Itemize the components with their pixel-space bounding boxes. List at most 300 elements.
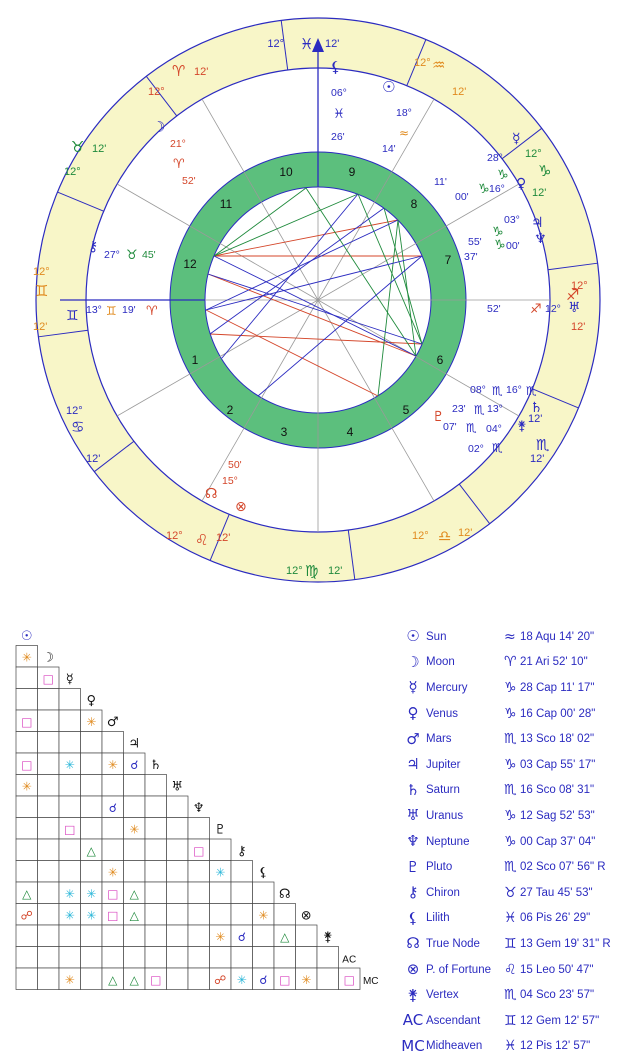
aspect-symbol-icon: ✳: [237, 973, 247, 987]
planet-position-value: 16 Sco 08' 31": [520, 784, 594, 796]
svg-text:00': 00': [455, 191, 469, 203]
aspect-cell[interactable]: [59, 732, 81, 754]
aspect-cell[interactable]: [16, 947, 38, 969]
sign-glyph-icon: ♓: [504, 910, 520, 926]
aspect-grid-row-label: ⚷: [237, 844, 247, 859]
svg-text:5: 5: [403, 403, 410, 417]
aspect-cell[interactable]: [188, 947, 210, 969]
svg-text:♐: ♐: [530, 302, 542, 317]
planet-position-value: 18 Aqu 14' 20": [520, 631, 594, 643]
aspect-cell[interactable]: [145, 861, 167, 883]
aspect-symbol-icon: □: [193, 844, 204, 858]
aspect-cell[interactable]: [38, 947, 60, 969]
svg-text:12': 12': [528, 413, 542, 425]
svg-text:12': 12': [92, 143, 106, 155]
aspect-cell[interactable]: [188, 882, 210, 904]
svg-text:⚸: ⚸: [330, 58, 341, 76]
aspect-cell[interactable]: [210, 947, 232, 969]
aspect-cell[interactable]: [81, 796, 103, 818]
aspect-symbol-icon: △: [130, 973, 140, 987]
aspect-cell[interactable]: [59, 796, 81, 818]
aspect-cell[interactable]: [81, 925, 103, 947]
aspect-cell[interactable]: [231, 882, 253, 904]
planet-glyph-icon: ♃: [400, 757, 426, 772]
svg-text:≈: ≈: [399, 126, 409, 140]
svg-text:16°: 16°: [506, 384, 522, 396]
planet-name: P. of Fortune: [426, 964, 504, 976]
aspect-symbol-icon: □: [107, 908, 118, 922]
sign-glyph-icon: ♏: [504, 987, 520, 1003]
svg-text:12': 12': [86, 453, 100, 465]
svg-text:55': 55': [468, 236, 482, 248]
aspect-cell[interactable]: [124, 839, 146, 861]
svg-text:12°: 12°: [545, 303, 561, 315]
sign-glyph-icon: ♊: [504, 936, 520, 952]
planet-glyph-icon: ☽: [400, 655, 426, 670]
aspect-symbol-icon: △: [108, 973, 118, 987]
svg-text:11': 11': [434, 176, 447, 188]
aspect-symbol-icon: ✳: [86, 908, 96, 922]
aspect-symbol-icon: △: [22, 887, 32, 901]
aspect-symbol-icon: □: [43, 672, 54, 686]
svg-text:28°: 28°: [487, 152, 503, 164]
aspect-cell[interactable]: [81, 947, 103, 969]
planet-glyph-icon: AC: [400, 1013, 426, 1028]
svg-text:☉: ☉: [382, 78, 395, 96]
svg-text:⚷: ⚷: [88, 239, 98, 255]
aspect-symbol-icon: □: [344, 973, 355, 987]
aspect-symbol-icon: ✳: [65, 908, 75, 922]
aspect-cell[interactable]: [188, 904, 210, 926]
aspect-symbol-icon: ✳: [65, 887, 75, 901]
planet-position-value: 13 Sco 18' 02": [520, 733, 594, 745]
planet-glyph-icon: ♂: [400, 732, 426, 747]
svg-text:♊: ♊: [35, 282, 48, 300]
aspect-cell[interactable]: [210, 904, 232, 926]
position-row: [400, 829, 635, 855]
aspect-cell[interactable]: [38, 775, 60, 797]
svg-text:10: 10: [279, 165, 293, 179]
svg-text:♏: ♏: [474, 403, 485, 417]
svg-text:12': 12': [33, 321, 47, 333]
planet-position-value: 12 Pis 12' 57": [520, 1040, 590, 1052]
aspect-cell[interactable]: [188, 968, 210, 990]
aspect-cell[interactable]: [145, 796, 167, 818]
planet-name: Midheaven: [426, 1040, 504, 1052]
planet-glyph-icon: ⚸: [400, 911, 426, 926]
svg-text:♇: ♇: [432, 409, 445, 425]
svg-text:04°: 04°: [486, 423, 502, 435]
aspect-cell[interactable]: [253, 947, 275, 969]
aspect-symbol-icon: △: [280, 930, 290, 944]
aspect-cell[interactable]: [38, 904, 60, 926]
aspect-cell[interactable]: [81, 861, 103, 883]
aspect-cell[interactable]: [102, 775, 124, 797]
planet-name: Pluto: [426, 861, 504, 873]
svg-text:♓: ♓: [300, 35, 313, 53]
svg-text:12°: 12°: [525, 148, 542, 160]
svg-text:♀: ♀: [516, 176, 526, 192]
aspect-cell[interactable]: [253, 882, 275, 904]
svg-text:13°: 13°: [487, 403, 503, 415]
svg-text:⚵: ⚵: [517, 419, 527, 434]
position-row: [400, 1008, 635, 1034]
position-row: [400, 675, 635, 701]
svg-text:♉: ♉: [126, 248, 138, 263]
planet-glyph-icon: ♀: [400, 706, 426, 721]
position-row: [400, 752, 635, 778]
svg-text:50': 50': [228, 459, 242, 471]
svg-text:45': 45': [142, 249, 156, 261]
aspect-symbol-icon: ☌: [109, 801, 117, 815]
planet-position-value: 03 Cap 55' 17": [520, 759, 595, 771]
svg-text:02°: 02°: [468, 443, 484, 455]
aspect-symbol-icon: □: [150, 973, 161, 987]
aspect-cell[interactable]: [59, 689, 81, 711]
position-row: [400, 982, 635, 1008]
svg-text:08°: 08°: [470, 384, 486, 396]
aspect-cell[interactable]: [102, 925, 124, 947]
aspect-cell[interactable]: [81, 753, 103, 775]
aspect-symbol-icon: □: [279, 973, 290, 987]
aspect-cell[interactable]: [296, 925, 318, 947]
planet-position-value: 28 Cap 11' 17": [520, 682, 594, 694]
aspect-cell[interactable]: [38, 732, 60, 754]
aspect-cell[interactable]: [253, 925, 275, 947]
aspect-symbol-icon: □: [21, 758, 32, 772]
svg-text:♏: ♏: [492, 441, 503, 455]
aspect-cell[interactable]: [210, 839, 232, 861]
aspect-grid-row-label: ♃: [128, 736, 140, 751]
aspect-symbol-icon: ✳: [65, 973, 75, 987]
aspect-symbol-icon: □: [21, 715, 32, 729]
svg-text:37': 37': [464, 251, 478, 263]
aspect-cell[interactable]: [145, 818, 167, 840]
svg-text:12°: 12°: [64, 166, 81, 178]
svg-text:♒: ♒: [432, 56, 445, 74]
aspect-cell[interactable]: [167, 968, 189, 990]
svg-text:06°: 06°: [331, 87, 347, 99]
aspect-symbol-icon: ✳: [86, 887, 96, 901]
planet-glyph-icon: ⊗: [400, 962, 426, 977]
planet-position-value: 13 Gem 19' 31" R: [520, 938, 611, 950]
aspect-cell[interactable]: [167, 839, 189, 861]
svg-text:15°: 15°: [222, 475, 238, 487]
svg-text:00': 00': [506, 240, 520, 252]
sign-glyph-icon: ♌: [504, 962, 520, 978]
aspect-grid-row-label: ☽: [42, 650, 54, 665]
planet-position-value: 12 Gem 12' 57": [520, 1015, 599, 1027]
svg-text:12': 12': [532, 187, 546, 199]
sign-glyph-icon: ♑: [504, 680, 520, 696]
planet-name: Lilith: [426, 912, 504, 924]
svg-text:♑: ♑: [494, 238, 506, 253]
planet-glyph-icon: ☊: [400, 936, 426, 951]
aspect-cell[interactable]: [16, 818, 38, 840]
aspect-symbol-icon: ✳: [65, 758, 75, 772]
svg-text:4: 4: [347, 425, 354, 439]
aspect-cell[interactable]: [317, 947, 339, 969]
sign-glyph-icon: ♑: [504, 808, 520, 824]
aspect-cell[interactable]: [102, 839, 124, 861]
aspect-grid-row-label: ☿: [66, 672, 74, 687]
aspect-cell[interactable]: [317, 968, 339, 990]
planet-position-value: 04 Sco 23' 57": [520, 989, 594, 1001]
aspect-cell[interactable]: [167, 861, 189, 883]
svg-text:☽: ☽: [152, 118, 165, 136]
aspect-cell[interactable]: [16, 839, 38, 861]
svg-text:23': 23': [452, 403, 466, 415]
aspect-symbol-icon: ✳: [301, 973, 311, 987]
aspect-grid-row-label: MC: [363, 976, 379, 987]
aspect-cell[interactable]: [124, 861, 146, 883]
sign-glyph-icon: ♓: [504, 1038, 520, 1054]
aspect-symbol-icon: □: [64, 822, 75, 836]
aspect-cell[interactable]: [38, 710, 60, 732]
svg-text:12': 12': [325, 38, 339, 50]
aspect-cell[interactable]: [145, 775, 167, 797]
aspect-symbol-icon: ☍: [214, 973, 226, 987]
aspect-cell[interactable]: [188, 818, 210, 840]
svg-text:♉: ♉: [71, 138, 84, 156]
sign-glyph-icon: ♈: [504, 654, 520, 670]
position-row: [400, 880, 635, 906]
aspect-cell[interactable]: [59, 839, 81, 861]
position-row: [400, 931, 635, 957]
aspect-cell[interactable]: [16, 925, 38, 947]
aspect-cell[interactable]: [274, 947, 296, 969]
svg-text:21°: 21°: [170, 138, 186, 150]
aspect-grid-row-label: ♂: [107, 715, 119, 730]
svg-text:12°: 12°: [166, 530, 183, 542]
svg-text:27°: 27°: [104, 249, 120, 261]
svg-text:12°: 12°: [571, 280, 588, 292]
svg-text:14': 14': [382, 143, 396, 155]
aspect-cell[interactable]: [16, 968, 38, 990]
svg-text:6: 6: [437, 353, 444, 367]
aspect-cell[interactable]: [124, 775, 146, 797]
planet-name: Mars: [426, 733, 504, 745]
svg-text:♅: ♅: [568, 300, 581, 316]
aspect-cell[interactable]: [145, 925, 167, 947]
aspect-grid-row-label: ☊: [279, 887, 291, 902]
aspect-cell[interactable]: [81, 775, 103, 797]
aspect-grid: [14, 622, 394, 1012]
aspect-cell[interactable]: [124, 947, 146, 969]
planet-name: Saturn: [426, 784, 504, 796]
aspect-grid-row-label: ⊗: [301, 908, 312, 923]
aspect-cell[interactable]: [231, 861, 253, 883]
svg-text:12°: 12°: [66, 405, 83, 417]
position-row: [400, 803, 635, 829]
planet-glyph-icon: ⚷: [400, 885, 426, 900]
svg-text:12': 12': [452, 86, 466, 98]
aspect-grid-row-label: ♅: [171, 779, 183, 794]
aspect-cell[interactable]: [16, 732, 38, 754]
svg-text:12': 12': [571, 321, 585, 333]
aspect-cell[interactable]: [38, 861, 60, 883]
aspect-symbol-icon: □: [107, 887, 118, 901]
planet-position-value: 16 Cap 00' 28": [520, 708, 595, 720]
aspect-cell[interactable]: [38, 882, 60, 904]
position-row: [400, 701, 635, 727]
aspect-cell[interactable]: [38, 839, 60, 861]
aspect-cell[interactable]: [231, 904, 253, 926]
aspect-grid-row-label: ⚸: [258, 865, 268, 880]
svg-text:♌: ♌: [195, 531, 208, 549]
svg-text:♈: ♈: [173, 157, 185, 172]
aspect-cell[interactable]: [124, 925, 146, 947]
aspect-cell[interactable]: [167, 947, 189, 969]
planet-name: Ascendant: [426, 1015, 504, 1027]
svg-text:♋: ♋: [71, 418, 84, 436]
sign-glyph-icon: ≈: [504, 629, 520, 645]
aspect-cell[interactable]: [81, 818, 103, 840]
svg-text:♊: ♊: [106, 304, 117, 318]
aspect-symbol-icon: ✳: [258, 908, 268, 922]
aspect-cell[interactable]: [16, 689, 38, 711]
planet-glyph-icon: ♅: [400, 808, 426, 823]
aspect-cell[interactable]: [167, 818, 189, 840]
svg-text:12: 12: [183, 257, 197, 271]
svg-text:♏: ♏: [466, 421, 477, 435]
svg-text:♆: ♆: [534, 231, 547, 247]
aspect-cell[interactable]: [59, 710, 81, 732]
planet-name: Sun: [426, 631, 504, 643]
planet-name: Chiron: [426, 887, 504, 899]
svg-text:♎: ♎: [438, 527, 451, 545]
planet-name: Moon: [426, 656, 504, 668]
aspect-symbol-icon: ✳: [129, 822, 139, 836]
planet-name: Uranus: [426, 810, 504, 822]
planet-name: Venus: [426, 708, 504, 720]
aspect-cell[interactable]: [16, 796, 38, 818]
svg-text:26': 26': [331, 131, 345, 143]
planet-name: Vertex: [426, 989, 504, 1001]
aspect-cell[interactable]: [188, 925, 210, 947]
planet-name: True Node: [426, 938, 504, 950]
svg-text:♑: ♑: [538, 162, 551, 180]
svg-text:7: 7: [445, 253, 452, 267]
aspect-symbol-icon: ☍: [21, 908, 33, 922]
svg-text:♄: ♄: [530, 400, 543, 416]
aspect-symbol-icon: △: [130, 887, 140, 901]
aspect-cell[interactable]: [210, 882, 232, 904]
aspect-cell[interactable]: [102, 818, 124, 840]
planet-glyph-icon: ☿: [400, 680, 426, 695]
aspect-cell[interactable]: [38, 689, 60, 711]
aspect-cell[interactable]: [145, 882, 167, 904]
svg-text:12°: 12°: [33, 266, 50, 278]
svg-text:12': 12': [194, 66, 208, 78]
svg-text:12°: 12°: [286, 565, 303, 577]
aspect-cell[interactable]: [59, 925, 81, 947]
svg-text:♏: ♏: [492, 384, 503, 398]
svg-text:12': 12': [216, 532, 230, 544]
svg-text:12°: 12°: [267, 38, 284, 50]
aspect-cell[interactable]: [145, 839, 167, 861]
svg-text:52': 52': [487, 303, 501, 315]
planet-position-value: 15 Leo 50' 47": [520, 964, 593, 976]
svg-text:52': 52': [182, 175, 196, 187]
position-row: [400, 778, 635, 804]
aspect-cell[interactable]: [145, 947, 167, 969]
aspect-cell[interactable]: [102, 947, 124, 969]
planet-glyph-icon: ♆: [400, 834, 426, 849]
aspect-cell[interactable]: [59, 947, 81, 969]
planet-name: Mercury: [426, 682, 504, 694]
aspect-cell[interactable]: [16, 667, 38, 689]
aspect-cell[interactable]: [102, 732, 124, 754]
svg-text:19': 19': [122, 304, 136, 316]
svg-text:♍: ♍: [305, 562, 318, 580]
aspect-cell[interactable]: [38, 753, 60, 775]
aspect-cell[interactable]: [296, 947, 318, 969]
aspect-cell[interactable]: [38, 968, 60, 990]
sign-glyph-icon: ♑: [504, 706, 520, 722]
aspect-cell[interactable]: [38, 818, 60, 840]
svg-text:1: 1: [192, 353, 199, 367]
sign-glyph-icon: ♑: [504, 834, 520, 850]
planet-position-value: 06 Pis 26' 29": [520, 912, 590, 924]
sign-glyph-icon: ♏: [504, 859, 520, 875]
aspect-symbol-icon: ✳: [108, 758, 118, 772]
aspect-cell[interactable]: [167, 904, 189, 926]
aspect-cell[interactable]: [167, 925, 189, 947]
svg-text:♑: ♑: [492, 225, 504, 240]
planet-position-value: 27 Tau 45' 53": [520, 887, 593, 899]
aspect-cell[interactable]: [274, 904, 296, 926]
svg-text:13°: 13°: [86, 304, 102, 316]
aspect-grid-row-label: ♇: [214, 822, 226, 837]
aspect-cell[interactable]: [231, 947, 253, 969]
aspect-cell[interactable]: [167, 882, 189, 904]
svg-text:16°: 16°: [489, 183, 505, 195]
aspect-grid-row-label: ♄: [150, 758, 162, 773]
aspect-cell[interactable]: [188, 861, 210, 883]
aspect-cell[interactable]: [59, 861, 81, 883]
aspect-symbol-icon: △: [87, 844, 97, 858]
svg-text:12°: 12°: [148, 86, 165, 98]
planet-position-value: 02 Sco 07' 56" R: [520, 861, 606, 873]
aspect-cell[interactable]: [145, 904, 167, 926]
aspect-symbol-icon: ✳: [22, 779, 32, 793]
aspect-cell[interactable]: [59, 775, 81, 797]
aspect-cell[interactable]: [124, 796, 146, 818]
aspect-cell[interactable]: [81, 968, 103, 990]
aspect-symbol-icon: ✳: [108, 865, 118, 879]
svg-text:2: 2: [227, 403, 234, 417]
planet-glyph-icon: ⚵: [400, 988, 426, 1003]
svg-text:8: 8: [411, 197, 418, 211]
sign-glyph-icon: ♏: [504, 731, 520, 747]
aspect-cell[interactable]: [81, 732, 103, 754]
svg-text:18°: 18°: [396, 107, 412, 119]
planet-glyph-icon: ☉: [400, 629, 426, 644]
aspect-symbol-icon: △: [130, 908, 140, 922]
aspect-cell[interactable]: [16, 861, 38, 883]
svg-text:12': 12': [458, 527, 472, 539]
aspect-cell[interactable]: [167, 796, 189, 818]
position-row: [400, 726, 635, 752]
planet-position-value: 00 Cap 37' 04": [520, 836, 595, 848]
planet-position-value: 12 Sag 52' 53": [520, 810, 595, 822]
svg-text:03°: 03°: [504, 214, 520, 226]
aspect-cell[interactable]: [38, 925, 60, 947]
aspect-cell[interactable]: [38, 796, 60, 818]
aspect-grid-row-label: ♀: [86, 693, 96, 708]
svg-text:12': 12': [530, 453, 544, 465]
